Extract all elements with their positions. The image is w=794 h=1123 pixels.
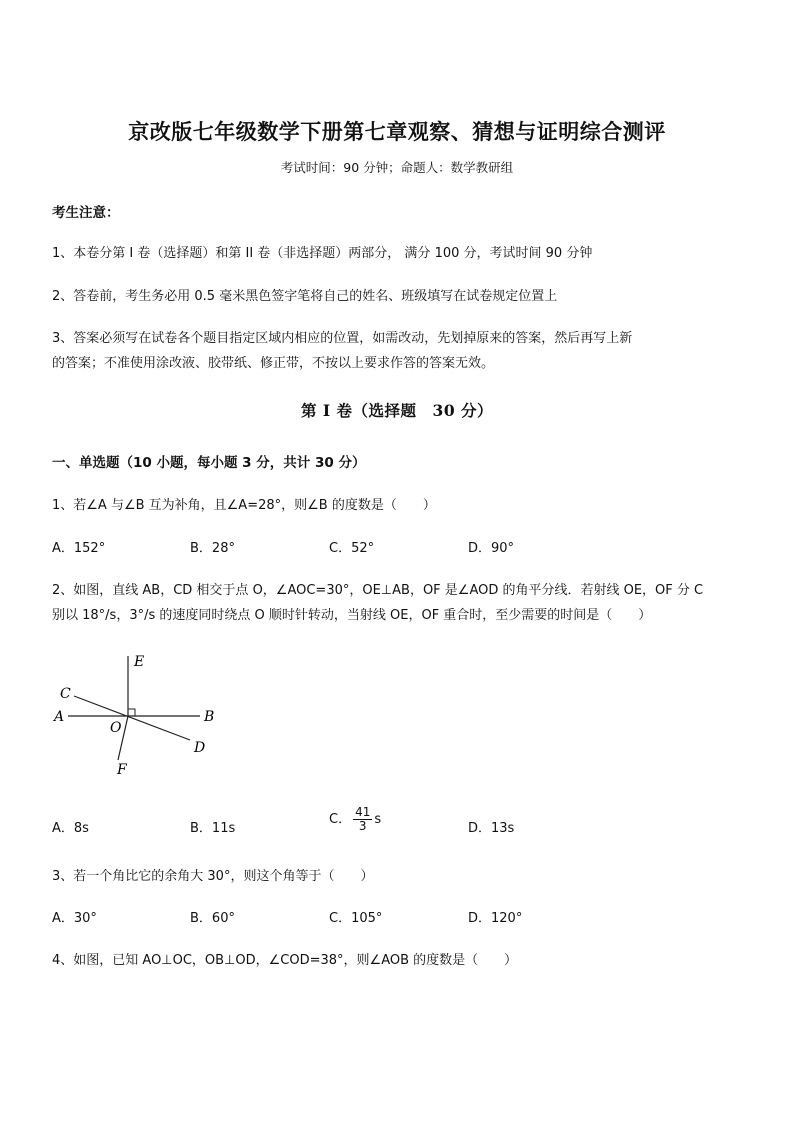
notice-item-3-line-1: 3、答案必须写在试卷各个题目指定区域内相应的位置，如需改动，先划掉原来的答案，然后再写上新 — [52, 331, 633, 346]
line-cd — [74, 696, 190, 740]
question-2-line-1: 2、如图，直线 AB，CD 相交于点 O，∠AOC=30°，OE⊥AB，OF 是∠AOD 的角平分线．若射线 OE，OF 分 C — [52, 583, 704, 598]
label-d: D — [194, 740, 206, 756]
q1-option-d: D．90° — [468, 541, 515, 556]
right-angle-mark — [128, 709, 135, 716]
notice-heading: 考生注意： — [52, 205, 120, 221]
section-title: 第 I 卷（选择题 30 分） — [300, 401, 493, 420]
q2-option-c-unit: s — [374, 812, 382, 827]
q2-option-d: D．13s — [468, 821, 515, 836]
page-title: 京改版七年级数学下册第七章观察、猜想与证明综合测评 — [128, 119, 666, 144]
question-1-text: 1、若∠A 与∠B 互为补角，且∠A=28°，则∠B 的度数是（ ） — [52, 498, 436, 513]
q1-option-c: C．52° — [329, 541, 375, 556]
q3-option-a: A．30° — [52, 911, 97, 926]
q2-geometry-figure — [50, 648, 230, 778]
notice-item-2: 2、答卷前，考生务必用 0.5 毫米黑色签字笔将自己的姓名、班级填写在试卷规定位置上 — [52, 289, 558, 304]
q2-option-a: A．8s — [52, 821, 89, 836]
fraction-denominator: 3 — [358, 819, 367, 833]
fraction — [353, 806, 372, 833]
q2-option-c — [329, 806, 381, 833]
label-f: F — [117, 762, 127, 778]
part-heading: 一、单选题（10 小题，每小题 3 分，共计 30 分） — [52, 455, 366, 471]
label-b: B — [204, 709, 215, 725]
q2-option-b: B．11s — [190, 821, 236, 836]
question-3-text: 3、若一个角比它的余角大 30°，则这个角等于（ ） — [52, 869, 374, 884]
exam-meta: 考试时间：90 分钟；命题人：数学教研组 — [280, 160, 514, 175]
notice-item-1: 1、本卷分第 I 卷（选择题）和第 II 卷（非选择题）两部分， 满分 100 分，考试时间 90 分钟 — [52, 246, 593, 261]
question-4-text: 4、如图，已知 AO⊥OC，OB⊥OD，∠COD=38°，则∠AOB 的度数是（ ） — [52, 953, 518, 968]
q3-option-b: B．60° — [190, 911, 235, 926]
q1-option-a: A．152° — [52, 541, 106, 556]
fraction-numerator: 41 — [355, 805, 371, 819]
label-o: O — [110, 720, 122, 736]
label-e: E — [134, 654, 145, 670]
question-2-line-2: 别以 18°/s，3°/s 的速度同时绕点 O 顺时针转动，当射线 OE，OF 重合时，至少需要的时间是（ ） — [52, 608, 652, 623]
label-a: A — [54, 709, 65, 725]
q1-option-b: B．28° — [190, 541, 235, 556]
q3-option-d: D．120° — [468, 911, 523, 926]
label-c: C — [60, 686, 71, 702]
q3-option-c: C．105° — [329, 911, 383, 926]
q2-option-c-prefix: C． — [329, 812, 352, 827]
notice-item-3-line-2: 的答案；不准使用涂改液、胶带纸、修正带，不按以上要求作答的答案无效。 — [52, 356, 495, 371]
